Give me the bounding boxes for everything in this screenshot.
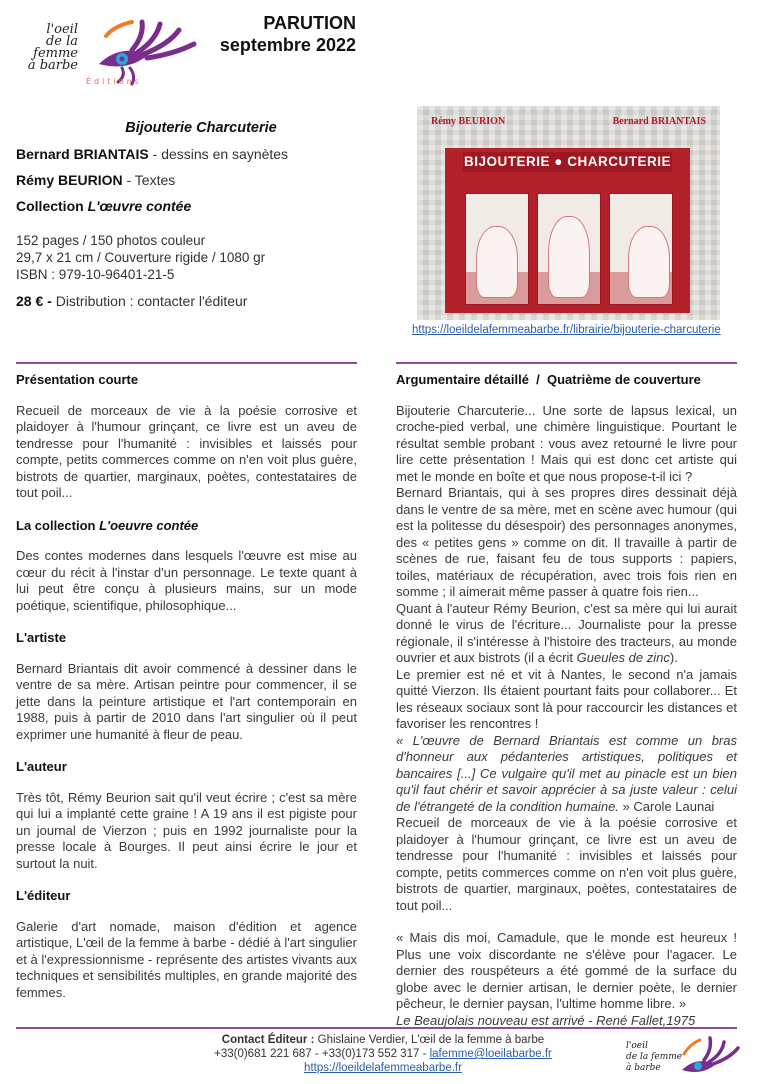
price-line [16, 293, 386, 309]
footer-contact [150, 1033, 616, 1075]
launai-quote [396, 733, 737, 816]
illustrator-role: - dessins en saynètes [148, 146, 289, 162]
collection-heading-prefix: La collection [16, 517, 100, 533]
artist-heading: L'artiste [16, 630, 67, 645]
presentation-heading: Présentation courte [16, 372, 139, 387]
launai-quote-text: « L'œuvre de Bernard Briantais est comme un bras d'honneur aux pédanteries artistiques, politiques et bancaires [...] Ce vulgaire qu'il met au pinacle est un bien qu'il faut chérir et savoir apprécier à sa juste valeur : celui de l'étrangeté de la condition humaine. [396, 732, 737, 814]
argumentaire-para-1: Bijouterie Charcuterie... Une sorte de lapsus lexical, un croche-pied verbal, une chimère linguistique. Pourtant le résultat semble probant : vous avez retourné le livre pour lire cette présentation ! Mais qui est donc cet artiste qui met le monde en boîte et que nous propose-t-il ici ? [396, 402, 737, 484]
cover-window-center [537, 193, 601, 305]
svg-text:l'oeil: l'oeil [626, 1041, 648, 1051]
website-line [150, 1061, 616, 1075]
svg-text:à barbe: à barbe [626, 1063, 661, 1073]
collection-text: Des contes modernes dans lesquels l'œuvre est mise au cœur du récit à l'instar d'un personnage. Le texte quant à lui peut être conçu à plusieurs mains, sur un mode poétique, scientifique, philosophique... [16, 548, 357, 613]
collection-name: L'œuvre contée [87, 198, 192, 214]
collection-line [16, 198, 386, 214]
logo-wordmark [18, 24, 78, 72]
logo-line-1: l'oeil [46, 22, 78, 37]
footer-divider [16, 1027, 737, 1029]
argumentaire-para-5: Recueil de morceaux de vie à la poésie corrosive et plaidoyer à l'humour grinçant, ce livre est un aveu de tendresse pour l'humanité : invisibles et laissés pour compte, petits commerces comme on n'en voit plus guère, bistrots de quartier, marginaux, poètes, contestataires de tout poil... [396, 815, 737, 913]
book-cover-image [417, 106, 720, 320]
right-column [396, 372, 737, 1029]
right-column-divider [396, 362, 737, 364]
author-role: - Textes [122, 172, 176, 188]
fallet-source-text: Le Beaujolais nouveau est arrivé - René Fallet,1975 [396, 1012, 696, 1028]
contact-line [150, 1033, 616, 1047]
parution-date: septembre 2022 [219, 35, 356, 55]
argumentaire-para-4: Le premier est né et vit à Nantes, le second n'a jamais quitté Vierzon. Ils étaient pourtant faits pour collaborer... Et les réseaux sociaux sont là pour raccourcir les distances et favoriser les rencontres ! [396, 666, 737, 731]
footer-eye-icon [624, 1034, 744, 1080]
specs-format: 29,7 x 21 cm / Couverture rigide / 1080 gr [16, 250, 266, 265]
author-line [16, 172, 386, 188]
publisher-heading: L'éditeur [16, 888, 71, 903]
collection-heading [16, 518, 357, 535]
parution-block [156, 12, 356, 56]
logo-editions: Éditions [86, 77, 142, 86]
cover-shopfront [445, 148, 690, 313]
website-link[interactable]: https://loeildelafemmeabarbe.fr [304, 1062, 462, 1074]
svg-text:de la femme: de la femme [626, 1052, 683, 1062]
argumentaire-heading: Argumentaire détaillé / Quatrième de couverture [396, 372, 701, 387]
book-title: Bijouterie Charcuterie [125, 120, 277, 136]
para-3-end: ). [669, 650, 678, 665]
argumentaire-para-2: Bernard Briantais, qui à ses propres dires dessinait déjà dans le ventre de sa mère, met en scène avec humour (qui est la politesse du désespoir) des personnages anonymes, des « petites gens » comme on dit. Il travaille à partir de scènes de rue, faisant feu de tous supports : papiers, toiles, matériaux de récupération, avec trois fois rien en somme ; il aimerait même passer à quatre fois rien... [396, 485, 737, 599]
left-column-divider [16, 362, 357, 364]
phone-numbers: +33(0)681 221 687 - +33(0)173 552 317 - [214, 1048, 430, 1060]
illustrator-name: Bernard BRIANTAIS [16, 146, 149, 162]
author-text: Très tôt, Rémy Beurion sait qu'il veut écrire ; c'est sa mère qui lui a implanté cette graine ! A 19 ans il est pigiste pour un journal de Vierzon ; puis en 1992 journaliste pour la presse locale à Bourges. Il peut ainsi écrire le jour et surtout la nuit. [16, 789, 357, 871]
specs-isbn: ISBN : 979-10-96401-21-5 [16, 267, 175, 282]
book-specs [16, 232, 386, 283]
illustrator-line [16, 146, 386, 162]
parution-label: PARUTION [263, 13, 356, 33]
cover-author: Rémy BEURION [431, 116, 506, 127]
footer-logo [624, 1034, 744, 1080]
cover-window-right [609, 193, 673, 305]
para-3-text: Quant à l'auteur Rémy Beurion, c'est sa mère qui lui aurait donné le virus de l'écriture... Journaliste pour la presse régionale, il s'intéresse à l'histoire des tracteurs, au monde ouvrier et aux bistrots (il a écrit [396, 600, 737, 665]
phone-line [150, 1047, 616, 1061]
specs-pages: 152 pages / 150 photos couleur [16, 233, 206, 248]
book-info [16, 120, 386, 319]
collection-heading-name: L'oeuvre contée [99, 517, 199, 533]
author-name: Rémy BEURION [16, 172, 123, 188]
contact-label: Contact Éditeur : [221, 1034, 315, 1046]
presentation-text: Recueil de morceaux de vie à la poésie corrosive et plaidoyer à l'humour grinçant, ce livre est un aveu de tendresse pour l'humanité : invisibles et laissés pour compte, petits commerces comme on n'en voit plus guère, bistrots de quartier, marginaux, poètes, contestataires de tout poil... [16, 402, 357, 500]
logo-line-2: de la femme [33, 34, 78, 61]
cover-window-left [465, 193, 529, 305]
email-link[interactable]: lafemme@loeilabarbe.fr [429, 1048, 552, 1060]
book-reference: Gueules de zinc [576, 650, 670, 665]
fallet-quote: « Mais dis moi, Camadule, que le monde est heureux ! Plus une voix discordante ne s'élève pour l'agacer. Le dernier des rouspéteurs a été gommé de la surface du globe avec le dernier artisan, le dernier poète, le dernier pêcheur, le dernier paysan, l'ultime homme libre. » [396, 930, 737, 1011]
contact-name: Ghislaine Verdier, L'œil de la femme à barbe [314, 1034, 545, 1046]
distribution: Distribution : contacter l'éditeur [51, 293, 248, 309]
book-page-link[interactable]: https://loeildelafemmeabarbe.fr/librairie/bijouterie-charcuterie [412, 324, 721, 336]
left-column [16, 372, 357, 1017]
price: 28 € - [16, 293, 52, 309]
artist-text: Bernard Briantais dit avoir commencé à dessiner dans le ventre de sa mère. Artisan peintre pour commencer, il se jette dans la peinture artistique et l'art contemporain en 1988, puis à partir de 2010 dans l'art singulier où il peut exprimer une humanité à fleur de peau. [16, 660, 357, 742]
argumentaire-para-3 [396, 601, 737, 667]
cover-illustrator: Bernard BRIANTAIS [612, 116, 706, 127]
collection-label: Collection [16, 198, 88, 214]
launai-attribution: » Carole Launai [618, 798, 715, 814]
logo-line-3: à barbe [27, 58, 78, 73]
cover-sign: BIJOUTERIE ● CHARCUTERIE [463, 152, 672, 172]
publisher-text: Galerie d'art nomade, maison d'édition et agence artistique, L'œil de la femme à barbe - dédié à l'art singulier et à l'expressionnisme - représente des artistes vivants aux techniques et sensibilités multiples, en grande majorité des femmes. [16, 918, 357, 1000]
author-heading: L'auteur [16, 759, 67, 774]
